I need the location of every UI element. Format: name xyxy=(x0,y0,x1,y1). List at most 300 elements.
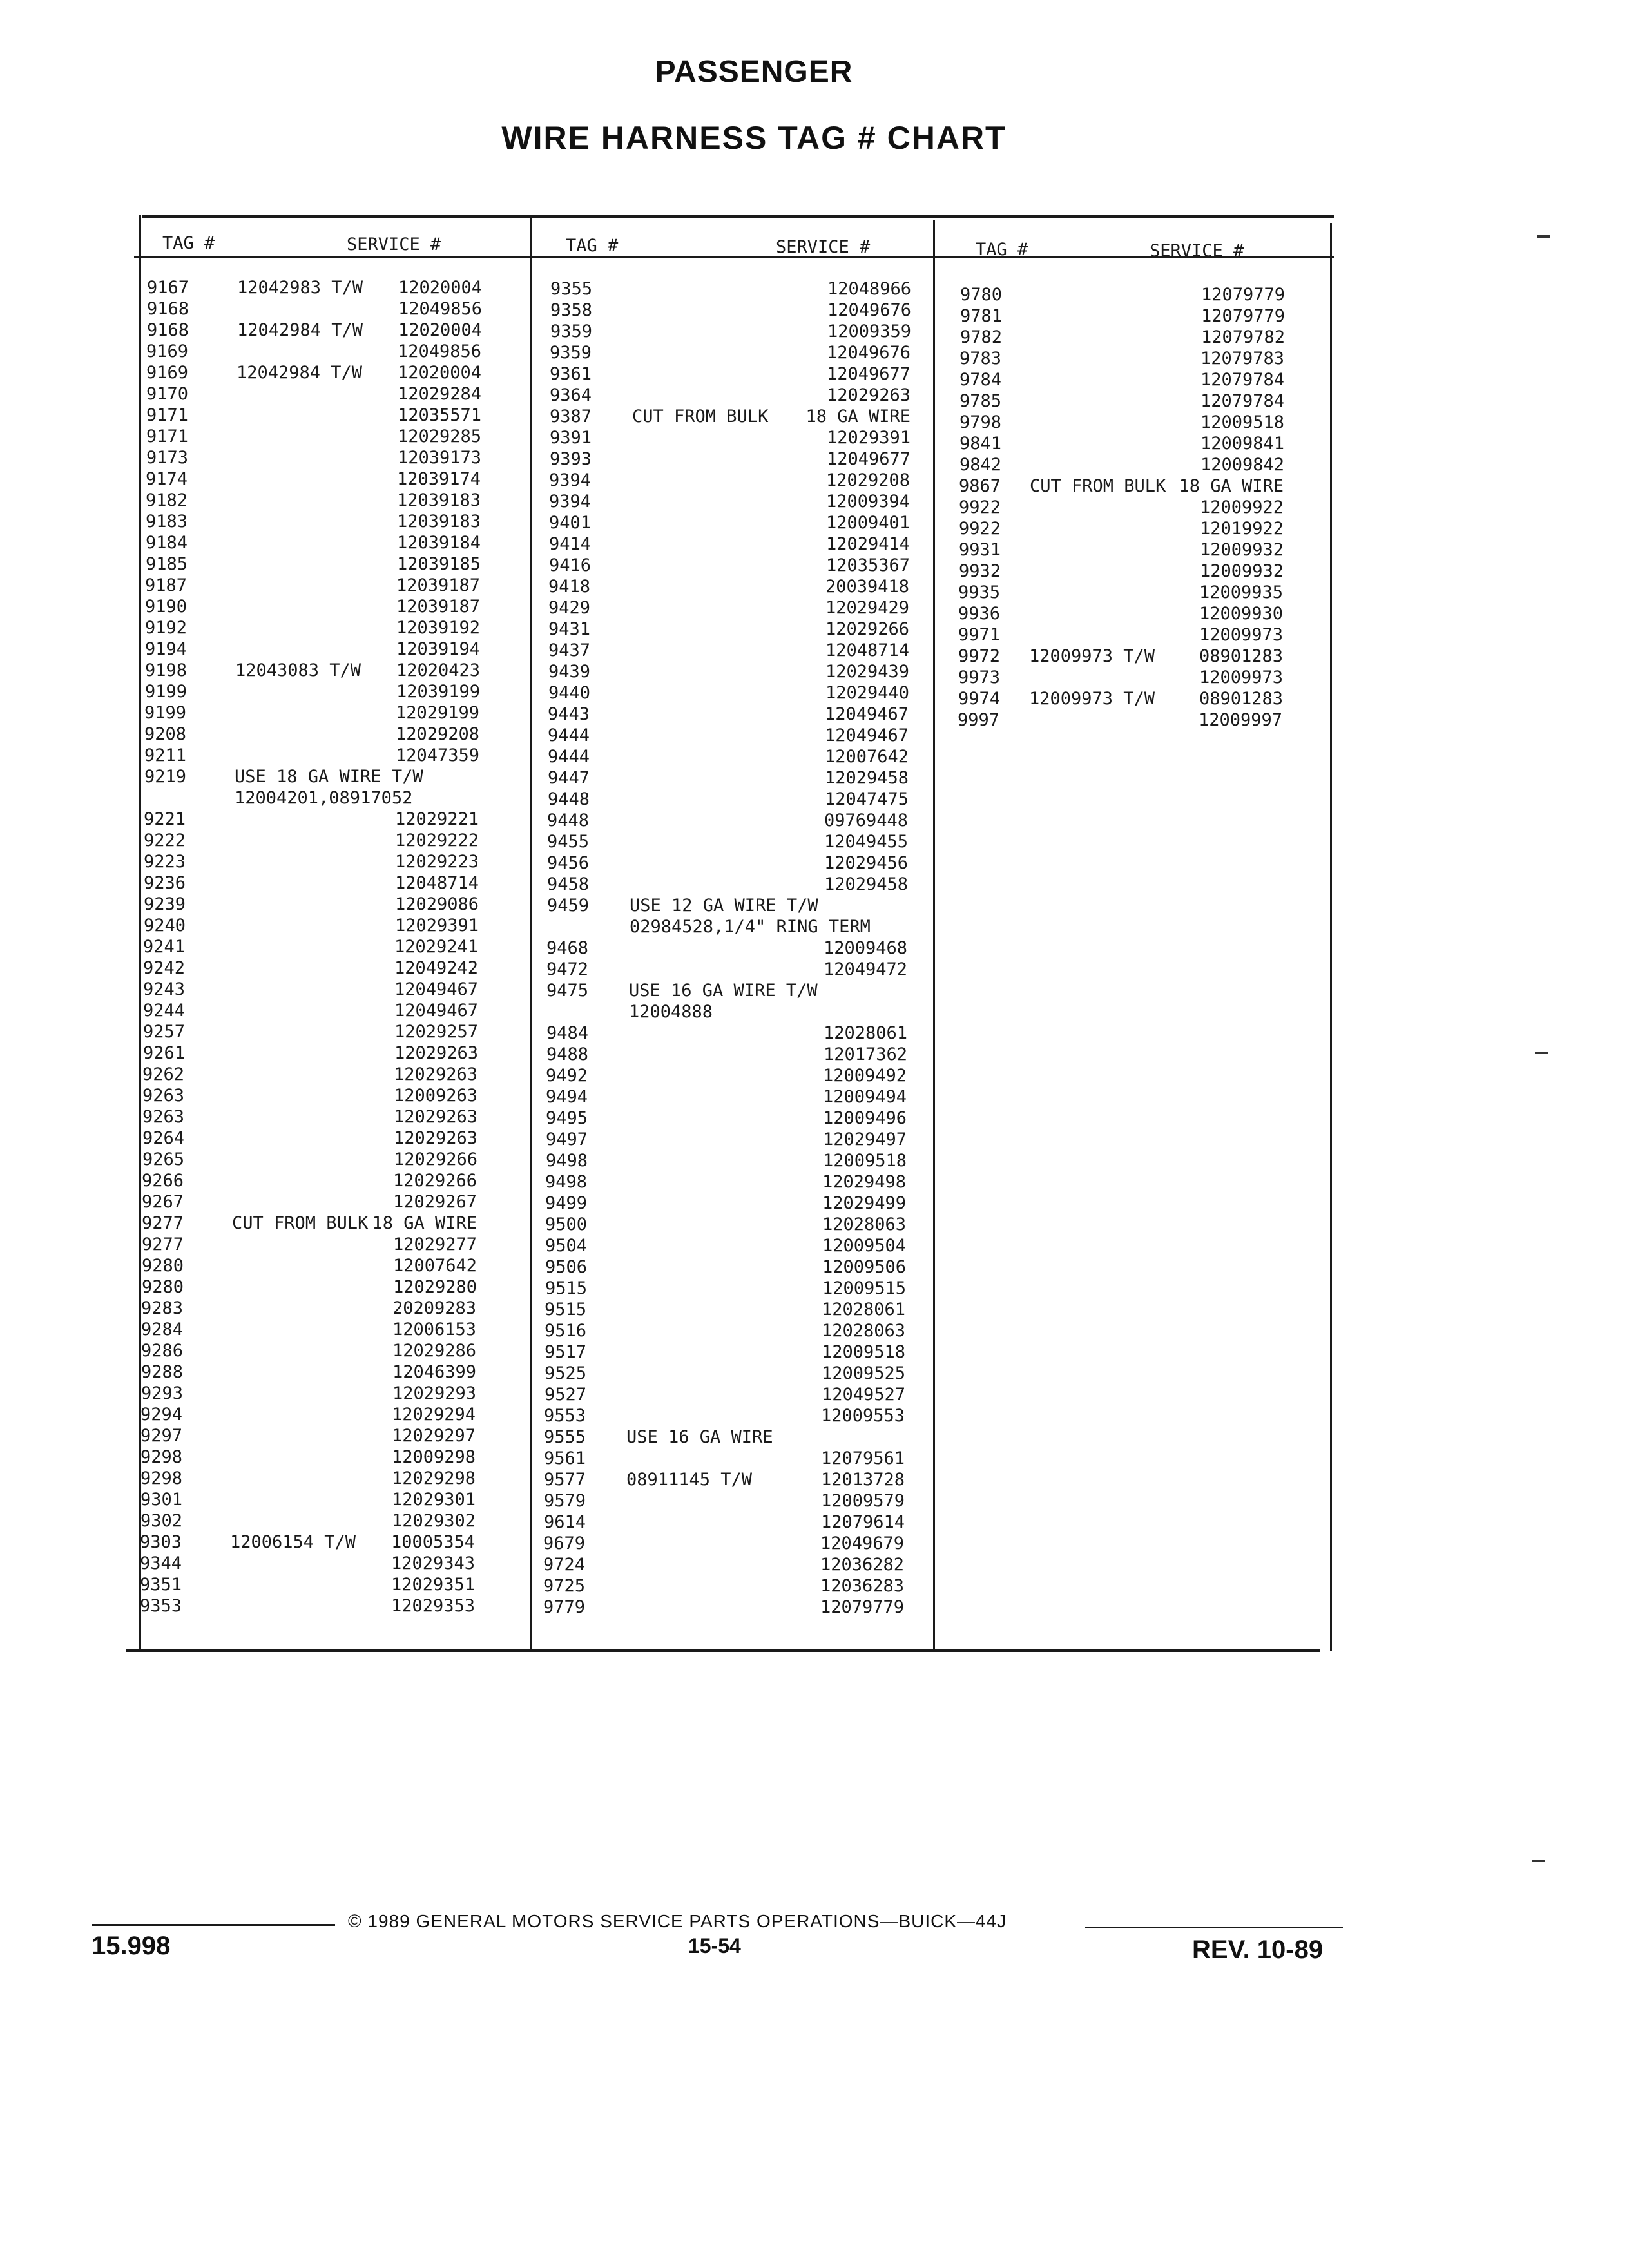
table-row xyxy=(958,667,1283,688)
table-row xyxy=(549,533,910,555)
service-number: 12029208 xyxy=(395,724,479,744)
table-row xyxy=(550,300,911,321)
table-row xyxy=(958,709,1282,731)
table-row xyxy=(140,1510,476,1532)
table-row xyxy=(140,1574,475,1595)
table-row xyxy=(145,617,480,639)
service-number: 12028061 xyxy=(823,1023,907,1043)
table-row xyxy=(550,406,911,427)
table-row xyxy=(143,1043,478,1064)
tag-number: 9169 xyxy=(146,341,189,361)
service-number: 12009922 xyxy=(1199,497,1284,517)
table-row xyxy=(144,787,479,809)
table-row xyxy=(546,1129,907,1150)
table-row xyxy=(547,916,908,937)
service-number: 20039418 xyxy=(825,577,909,597)
tag-number: 9198 xyxy=(145,660,188,680)
tag-number: 9498 xyxy=(546,1151,588,1171)
table-row xyxy=(550,342,911,363)
tag-number: 9221 xyxy=(144,809,186,829)
service-number: 12049679 xyxy=(820,1533,904,1553)
service-number: 12047359 xyxy=(395,745,479,765)
service-number: 12020004 xyxy=(398,320,482,340)
service-number: 12029222 xyxy=(394,831,479,850)
table-row xyxy=(142,1234,477,1255)
service-note: 08911145 T/W xyxy=(626,1470,753,1490)
service-note: 12042983 T/W xyxy=(237,278,363,298)
service-number: 12029277 xyxy=(392,1235,477,1254)
tag-number: 9495 xyxy=(546,1108,588,1128)
service-number: 12049676 xyxy=(826,343,911,363)
table-row xyxy=(543,1575,904,1597)
tag-number: 9922 xyxy=(959,497,1001,517)
table-row xyxy=(145,596,480,617)
table-row xyxy=(959,518,1284,539)
table-row xyxy=(550,448,911,470)
service-number: 12007642 xyxy=(824,747,909,767)
table-row xyxy=(960,327,1285,348)
service-number: 12079784 xyxy=(1200,391,1284,411)
tag-number: 9393 xyxy=(550,449,592,469)
table-row xyxy=(545,1320,905,1341)
tag-number: 9444 xyxy=(548,747,590,767)
service-number: 12029440 xyxy=(825,683,909,703)
table-row xyxy=(547,895,908,916)
table-row xyxy=(142,1255,477,1276)
tag-number: 9242 xyxy=(143,958,186,978)
service-number: 12029499 xyxy=(822,1193,906,1213)
service-number: 12029294 xyxy=(391,1405,476,1425)
table-row xyxy=(546,937,907,959)
service-note: 12006154 T/W xyxy=(230,1532,356,1552)
tag-number: 9236 xyxy=(144,873,186,893)
table-top-line xyxy=(142,215,1334,218)
service-number: 12029263 xyxy=(394,1043,478,1063)
tag-number: 9351 xyxy=(140,1575,182,1595)
table-row xyxy=(144,724,479,745)
service-number: 12039183 xyxy=(396,490,481,510)
table-row xyxy=(146,447,481,468)
column-header-service: SERVICE # xyxy=(347,235,441,255)
table-row xyxy=(140,1532,475,1553)
service-number: 12029298 xyxy=(391,1468,476,1488)
table-row xyxy=(546,1044,907,1065)
tag-number: 9418 xyxy=(548,577,591,597)
table-row xyxy=(544,1405,905,1427)
service-number: 12029263 xyxy=(393,1064,477,1084)
table-row xyxy=(140,1468,476,1489)
service-number: 12009504 xyxy=(822,1236,906,1256)
table-row xyxy=(146,383,481,405)
tag-number: 9169 xyxy=(146,363,189,383)
tag-number: 9298 xyxy=(140,1447,183,1467)
table-row xyxy=(147,298,482,320)
table-row xyxy=(959,497,1284,518)
tag-number: 9579 xyxy=(544,1491,586,1511)
service-number: 12009525 xyxy=(821,1363,905,1383)
tag-number: 9971 xyxy=(958,625,1001,645)
table-row xyxy=(147,320,482,341)
table-row xyxy=(146,490,481,511)
table-row xyxy=(959,561,1284,582)
tag-number: 9302 xyxy=(140,1511,183,1531)
tag-number: 9504 xyxy=(545,1236,588,1256)
tag-number: 9394 xyxy=(549,492,592,512)
service-number: 12009506 xyxy=(822,1257,906,1277)
column-header-service: SERVICE # xyxy=(1150,241,1244,261)
service-note: 12042984 T/W xyxy=(236,363,363,383)
service-number: 12029223 xyxy=(394,852,479,872)
table-row xyxy=(959,433,1284,454)
tag-number: 9284 xyxy=(141,1320,184,1340)
service-number: 12029458 xyxy=(824,768,909,788)
document-number: 15.998 xyxy=(92,1932,171,1960)
tag-number: 9364 xyxy=(550,385,592,405)
service-number: 12049856 xyxy=(397,341,481,361)
tag-number: 9458 xyxy=(547,874,590,894)
tag-number: 9783 xyxy=(959,349,1002,369)
tag-number: 9527 xyxy=(545,1385,587,1405)
tag-number: 9401 xyxy=(549,513,592,533)
table-row xyxy=(142,1191,477,1213)
tag-number: 9297 xyxy=(140,1426,183,1446)
table-row xyxy=(146,532,481,553)
service-number: 12079784 xyxy=(1200,370,1284,390)
tag-number: 9353 xyxy=(140,1596,182,1616)
tag-number: 9288 xyxy=(141,1362,184,1382)
tag-number: 9972 xyxy=(958,646,1001,666)
tag-number: 9525 xyxy=(545,1363,587,1383)
service-number: 12019922 xyxy=(1199,519,1284,539)
tag-number: 9437 xyxy=(548,640,591,660)
table-row xyxy=(545,1171,906,1193)
service-number: 12020004 xyxy=(398,278,482,298)
table-row xyxy=(144,894,479,915)
table-row xyxy=(550,278,911,300)
table-row xyxy=(546,1086,907,1108)
tag-number: 9459 xyxy=(547,896,590,916)
table-row xyxy=(144,702,479,724)
service-number: 18 GA WIRE xyxy=(805,407,911,427)
table-row xyxy=(548,640,909,661)
service-number: 12039173 xyxy=(397,448,481,468)
tag-number: 9294 xyxy=(140,1405,183,1425)
tag-number: 9303 xyxy=(140,1532,182,1552)
service-number: 12029343 xyxy=(390,1553,475,1573)
page-title: PASSENGER xyxy=(655,55,853,89)
service-number: 12009401 xyxy=(825,513,910,533)
tag-number: 9211 xyxy=(144,745,187,765)
service-number: 12029266 xyxy=(392,1171,477,1191)
tag-number: 9724 xyxy=(543,1555,586,1575)
table-row xyxy=(144,915,479,936)
tag-number: 9286 xyxy=(141,1341,184,1361)
service-number: 12009518 xyxy=(1200,412,1284,432)
table-row xyxy=(958,646,1283,667)
table-row xyxy=(546,1001,907,1023)
tag-number: 9414 xyxy=(549,534,592,554)
service-number: 12009935 xyxy=(1199,582,1283,602)
page-number: 15-54 xyxy=(688,1934,741,1957)
tag-number: 9679 xyxy=(543,1533,586,1553)
table-row xyxy=(142,1064,477,1085)
tag-number: 9784 xyxy=(959,370,1002,390)
service-number: 12049467 xyxy=(824,726,909,745)
table-row xyxy=(141,1340,476,1361)
service-number: 12035367 xyxy=(825,555,910,575)
table-row xyxy=(545,1363,905,1384)
table-row xyxy=(549,470,910,491)
service-number: 12049527 xyxy=(821,1385,905,1405)
tag-number: 9456 xyxy=(547,853,590,873)
tag-number: 9443 xyxy=(548,704,590,724)
service-number: 12029439 xyxy=(825,662,909,682)
service-number: 18 GA WIRE xyxy=(372,1213,477,1233)
table-row xyxy=(546,1108,907,1129)
service-number: 12029208 xyxy=(825,470,910,490)
table-row xyxy=(146,362,481,383)
tag-number: 9277 xyxy=(142,1235,184,1254)
table-row xyxy=(142,1149,477,1170)
service-number: 12029497 xyxy=(822,1129,907,1149)
table-row xyxy=(144,809,479,830)
service-number: 12029297 xyxy=(391,1426,476,1446)
service-note: USE 16 GA WIRE xyxy=(626,1427,773,1447)
table-row xyxy=(146,426,481,447)
service-number: 12039187 xyxy=(396,597,480,617)
tag-number: 9447 xyxy=(548,768,590,788)
service-number: 12029293 xyxy=(392,1383,476,1403)
tag-number: 9173 xyxy=(146,448,189,468)
tag-number: 9448 xyxy=(547,811,590,831)
table-row xyxy=(545,1214,906,1235)
table-row xyxy=(959,369,1284,390)
table-row xyxy=(548,789,909,810)
tag-number: 9280 xyxy=(142,1256,184,1276)
service-number: 12009394 xyxy=(825,492,910,512)
page-subtitle: WIRE HARNESS TAG # CHART xyxy=(501,120,1007,156)
tag-number: 9359 xyxy=(550,322,593,341)
table-row xyxy=(547,831,908,852)
table-row xyxy=(959,412,1284,433)
service-number: 12009298 xyxy=(391,1447,476,1467)
tag-number: 9973 xyxy=(958,668,1001,687)
table-row xyxy=(144,745,479,766)
service-number: 12009973 xyxy=(1199,625,1283,645)
tag-number: 9725 xyxy=(543,1576,586,1596)
service-number: 12009932 xyxy=(1199,561,1284,581)
tag-number: 9440 xyxy=(548,683,591,703)
tag-number: 9171 xyxy=(146,427,189,447)
table-row xyxy=(140,1553,475,1574)
service-number: 12009518 xyxy=(821,1342,905,1362)
service-number: 12047475 xyxy=(824,789,909,809)
service-number: 12009359 xyxy=(827,322,911,341)
service-number: 09769448 xyxy=(824,811,908,831)
service-number: 12020423 xyxy=(396,660,480,680)
tag-number: 9241 xyxy=(143,937,186,957)
service-number: 12049467 xyxy=(394,1001,478,1021)
table-row xyxy=(959,476,1284,497)
tag-number: 9516 xyxy=(545,1321,587,1341)
tag-number: 9488 xyxy=(546,1044,589,1064)
tag-number: 9243 xyxy=(143,979,186,999)
tag-number: 9553 xyxy=(544,1406,586,1426)
service-number: 12029285 xyxy=(397,427,481,447)
tag-number: 9782 xyxy=(960,327,1003,347)
table-row xyxy=(550,385,911,406)
tag-number: 9183 xyxy=(146,512,188,532)
tag-number: 9199 xyxy=(144,703,187,723)
service-number: 12006153 xyxy=(392,1320,476,1340)
footer-rule-right xyxy=(1085,1927,1343,1928)
service-number: 12036282 xyxy=(820,1555,904,1575)
table-row xyxy=(140,1595,475,1617)
service-number: 12048966 xyxy=(827,279,911,299)
table-row xyxy=(549,555,910,576)
service-number: 12039185 xyxy=(396,554,481,574)
tag-number: 9429 xyxy=(548,598,591,618)
service-number: 12009468 xyxy=(823,938,907,958)
table-row xyxy=(544,1512,905,1533)
table-row xyxy=(141,1383,476,1404)
table-row xyxy=(545,1235,906,1256)
service-number: 12046399 xyxy=(392,1362,476,1382)
service-number: 12029221 xyxy=(394,809,479,829)
service-number: 12009842 xyxy=(1200,455,1284,475)
table-row xyxy=(140,1489,476,1510)
tag-number: 9781 xyxy=(960,306,1003,326)
tag-number: 9498 xyxy=(545,1172,588,1192)
service-number: 12009932 xyxy=(1199,540,1284,560)
table-row xyxy=(142,1276,477,1298)
tag-number: 9497 xyxy=(546,1129,588,1149)
service-number: 12039184 xyxy=(396,533,481,553)
tag-number: 9394 xyxy=(549,470,592,490)
tag-number: 9431 xyxy=(548,619,591,639)
table-row xyxy=(140,1404,476,1425)
tag-number: 9614 xyxy=(544,1512,586,1532)
service-number: 12017362 xyxy=(823,1044,907,1064)
tag-number: 9555 xyxy=(544,1427,586,1447)
table-row xyxy=(546,980,907,1001)
service-number: 12029302 xyxy=(391,1511,476,1531)
table-row xyxy=(144,830,479,851)
tag-number: 9170 xyxy=(146,384,189,404)
column-header-service: SERVICE # xyxy=(776,237,871,257)
service-number: 12009930 xyxy=(1199,604,1283,624)
service-number: 12029498 xyxy=(822,1172,906,1192)
table-row xyxy=(547,874,908,895)
tag-number: 9280 xyxy=(142,1277,184,1297)
tag-number: 9187 xyxy=(145,575,188,595)
service-number: 12039183 xyxy=(396,512,481,532)
service-number: 12049677 xyxy=(826,364,911,384)
service-number: 12039174 xyxy=(396,469,481,489)
table-row xyxy=(549,512,910,533)
service-number: 12049467 xyxy=(824,704,909,724)
tag-number: 9264 xyxy=(142,1128,185,1148)
tag-number: 9561 xyxy=(544,1448,586,1468)
table-row xyxy=(548,682,909,704)
tag-number: 9867 xyxy=(959,476,1001,496)
tag-number: 9922 xyxy=(959,519,1001,539)
table-row xyxy=(545,1278,906,1299)
table-row xyxy=(144,766,479,787)
service-number: 12049676 xyxy=(827,300,911,320)
service-number: 12029286 xyxy=(392,1341,476,1361)
service-number: 12079779 xyxy=(820,1597,904,1617)
table-right-border xyxy=(1330,223,1332,1651)
table-row xyxy=(546,1150,907,1171)
service-number: 12029199 xyxy=(395,703,479,723)
tag-number: 9472 xyxy=(546,959,589,979)
tag-number: 9219 xyxy=(144,767,187,787)
service-number: 12029414 xyxy=(825,534,910,554)
service-note: 12004888 xyxy=(629,1002,713,1022)
table-row xyxy=(545,1299,905,1320)
service-number: 12009579 xyxy=(820,1491,905,1511)
service-number: 20209283 xyxy=(392,1298,476,1318)
table-row xyxy=(959,348,1284,369)
table-row xyxy=(146,511,481,532)
table-row xyxy=(544,1427,905,1448)
table-row xyxy=(548,661,909,682)
tag-number: 9199 xyxy=(145,682,188,702)
tag-number: 9785 xyxy=(959,391,1002,411)
tag-number: 9358 xyxy=(550,300,593,320)
table-row xyxy=(550,427,911,448)
tag-number: 9171 xyxy=(146,405,189,425)
tag-number: 9475 xyxy=(546,981,589,1001)
tag-number: 9780 xyxy=(960,285,1003,305)
table-row xyxy=(146,553,481,575)
service-number: 12029391 xyxy=(394,916,479,936)
tag-number: 9168 xyxy=(147,299,189,319)
service-number: 12049677 xyxy=(826,449,911,469)
service-note: CUT FROM BULK xyxy=(1030,476,1166,496)
column-divider-2 xyxy=(933,220,935,1651)
service-number: 12079779 xyxy=(1200,306,1285,326)
tag-number: 9931 xyxy=(959,540,1001,560)
tag-number: 9223 xyxy=(144,852,186,872)
service-number: 12029280 xyxy=(392,1277,477,1297)
tag-number: 9244 xyxy=(143,1001,186,1021)
tag-number: 9841 xyxy=(959,434,1002,454)
tag-number: 9506 xyxy=(545,1257,588,1277)
table-row xyxy=(548,704,909,725)
column-header-tag: TAG # xyxy=(566,236,619,256)
tag-number: 9266 xyxy=(142,1171,184,1191)
tag-number: 9185 xyxy=(146,554,188,574)
tag-number: 9455 xyxy=(547,832,590,852)
tag-number: 9439 xyxy=(548,662,591,682)
service-number: 12029458 xyxy=(824,874,908,894)
table-row xyxy=(140,1446,476,1468)
table-row xyxy=(544,1469,905,1490)
tag-number: 9167 xyxy=(147,278,189,298)
service-number: 12009518 xyxy=(822,1151,907,1171)
table-row xyxy=(958,582,1283,603)
service-number: 12009553 xyxy=(820,1406,905,1426)
revision: REV. 10-89 xyxy=(1192,1936,1324,1964)
table-row xyxy=(146,468,481,490)
tag-number: 9261 xyxy=(143,1043,186,1063)
table-row xyxy=(141,1319,476,1340)
tag-number: 9359 xyxy=(550,343,592,363)
service-number: 12039199 xyxy=(396,682,480,702)
tag-number: 9174 xyxy=(146,469,188,489)
